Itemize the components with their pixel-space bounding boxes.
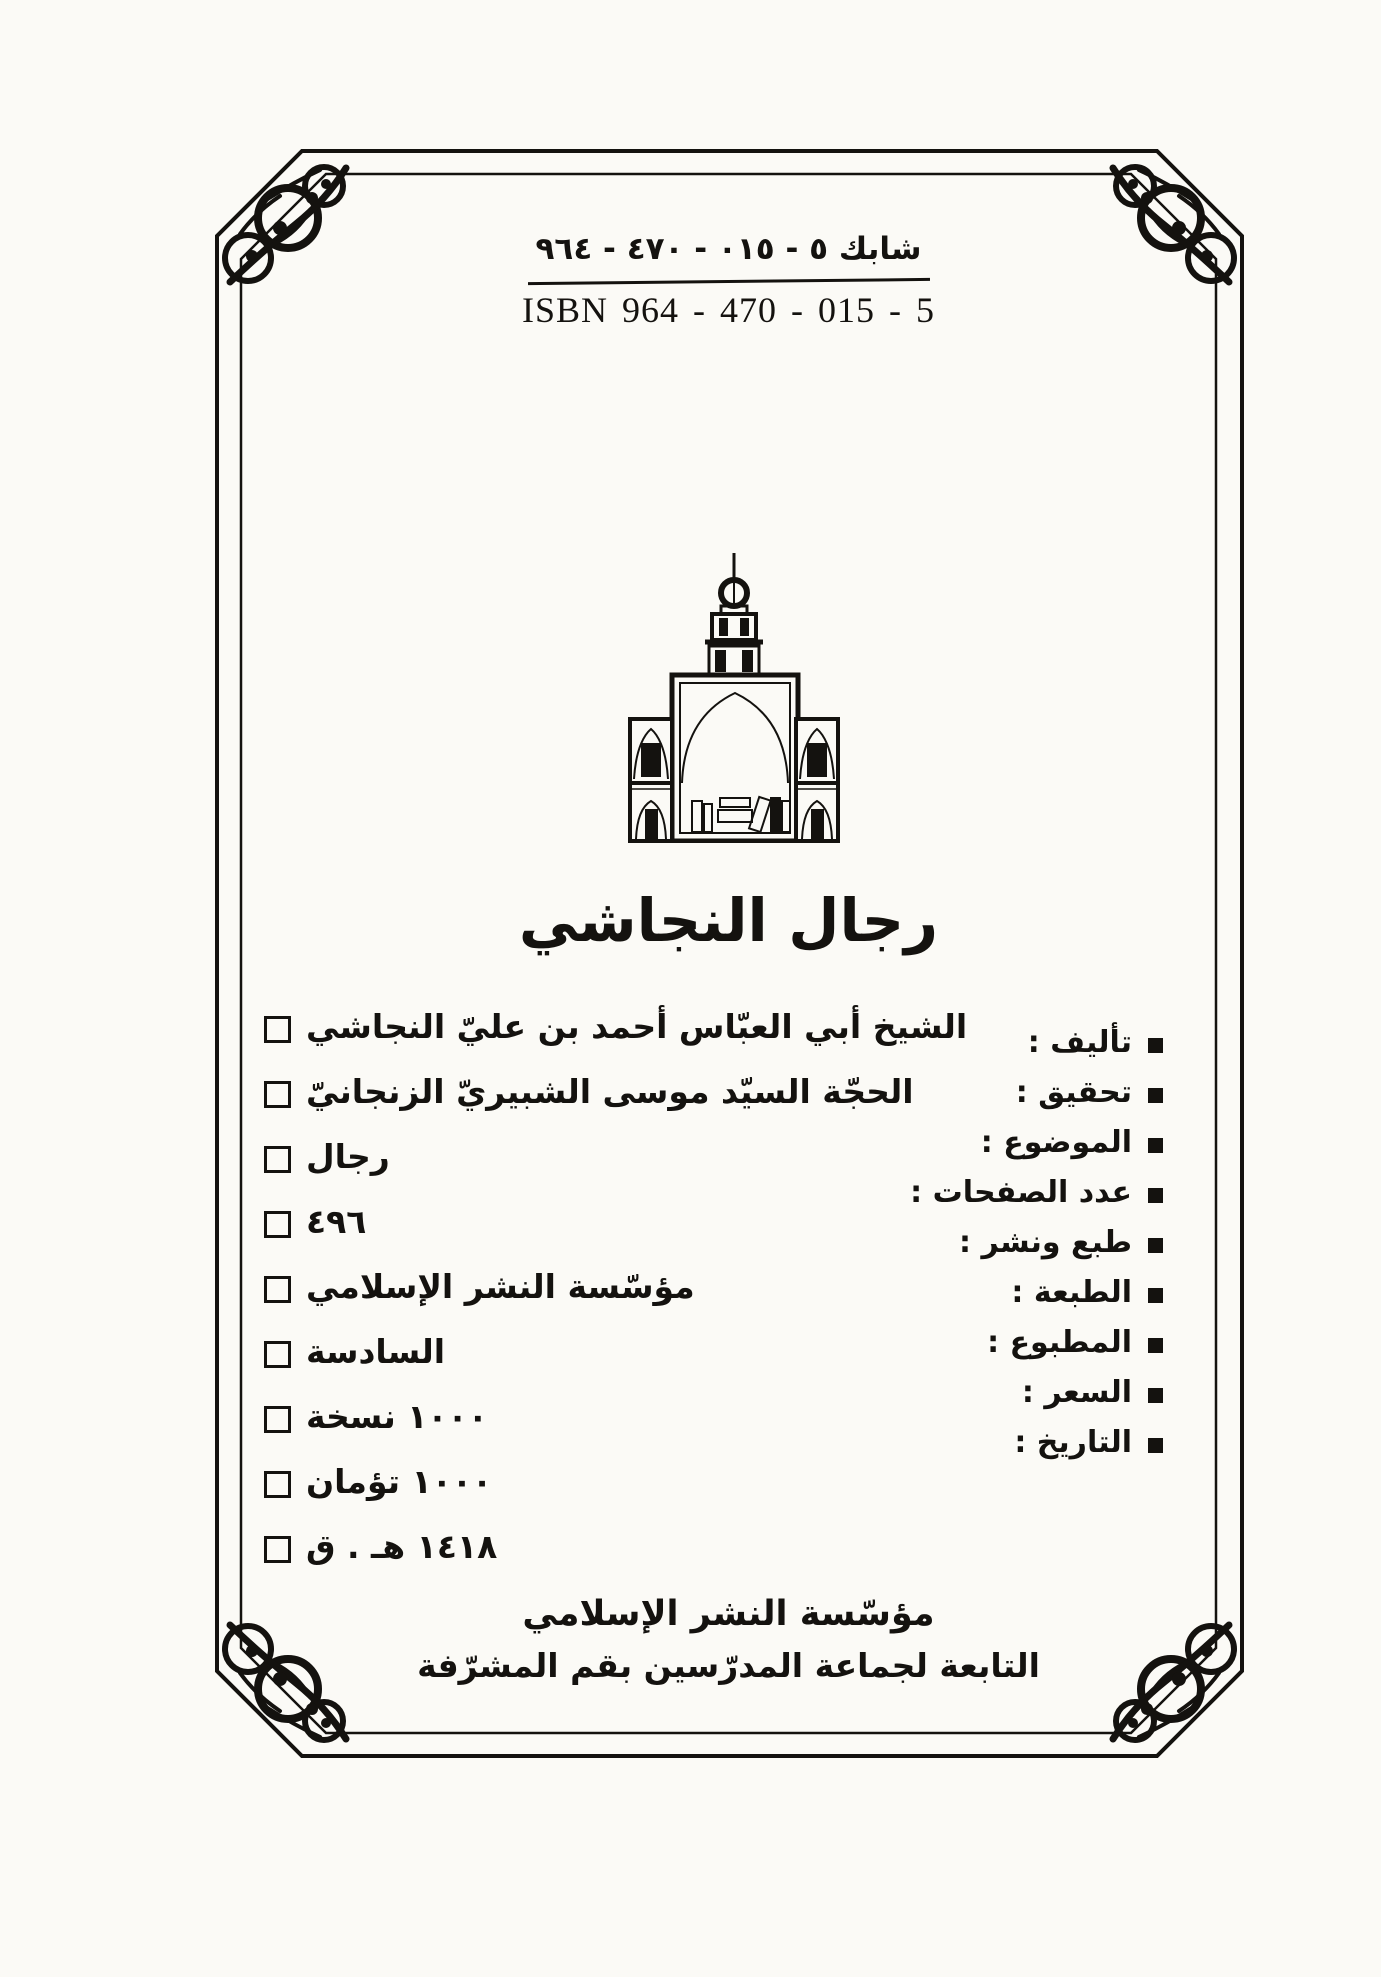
field-value: ٤٩٦ [306,1202,367,1241]
open-square-marker [264,1536,291,1563]
detail-label-row-date [1014,1418,1163,1468]
field-label: عدد الصفحات : [910,1175,1132,1210]
field-value: ١٠٠٠ نسخة [306,1397,488,1436]
field-value: الحجّة السيّد موسى الشبيريّ الزنجانيّ [306,1072,914,1111]
filled-square-bullet-icon [1148,1388,1163,1403]
detail-value-row-edition [264,1319,967,1384]
publisher-affiliation: التابعة لجماعة المدرّسين بقم المشرّفة [417,1646,1040,1685]
detail-label-row-edition [1011,1268,1163,1318]
publisher-footer [241,1594,1216,1685]
field-value: السادسة [306,1332,446,1371]
detail-value-row-price [264,1449,967,1514]
field-label: التاريخ : [1014,1425,1132,1460]
mosque-emblem-icon [624,551,844,843]
arabic-isbn-line: شابك ٥ - ٠١٥ - ٤٧٠ - ٩٦٤ [535,231,922,267]
open-square-marker [264,1211,291,1238]
detail-value-row-editor [264,1059,967,1124]
filled-square-bullet-icon [1148,1288,1163,1303]
details-labels-column [910,1018,1163,1468]
filled-square-bullet-icon [1148,1188,1163,1203]
detail-label-row-printrun [987,1318,1163,1368]
filled-square-bullet-icon [1148,1088,1163,1103]
field-label: الطبعة : [1011,1275,1132,1310]
filled-square-bullet-icon [1148,1138,1163,1153]
filled-square-bullet-icon [1148,1338,1163,1353]
page-title: رجال النجاشي [518,886,939,955]
open-square-marker [264,1016,291,1043]
open-square-marker [264,1341,291,1368]
field-label: المطبوع : [987,1325,1132,1360]
field-value: الشيخ أبي العبّاس أحمد بن عليّ النجاشي [306,1007,968,1046]
detail-label-row-subject [981,1118,1163,1168]
filled-square-bullet-icon [1148,1438,1163,1453]
field-label: السعر : [1021,1375,1132,1410]
detail-value-row-pages [264,1189,967,1254]
publisher-name: مؤسّسة النشر الإسلامي [522,1594,935,1634]
detail-label-row-editor [1016,1068,1163,1118]
field-value: ١٤١٨ هـ . ق [306,1527,498,1566]
field-value: رجال [306,1137,390,1176]
open-square-marker [264,1471,291,1498]
field-label: تحقيق : [1015,1075,1132,1110]
filled-square-bullet-icon [1148,1038,1163,1053]
field-label: الموضوع : [980,1125,1132,1160]
detail-label-row-publisher [959,1218,1163,1268]
detail-value-row-author [264,994,967,1059]
isbn-divider-rule [527,278,929,285]
detail-value-row-date [264,1514,967,1579]
open-square-marker [264,1406,291,1433]
latin-isbn-line: ISBN 964 - 470 - 015 - 5 [522,290,935,331]
field-value: مؤسّسة النشر الإسلامي [306,1267,695,1306]
detail-value-row-printrun [264,1384,967,1449]
open-square-marker [264,1146,291,1173]
open-square-marker [264,1081,291,1108]
field-label: تأليف : [1027,1025,1132,1060]
detail-value-row-subject [264,1124,967,1189]
detail-value-row-publisher [264,1254,967,1319]
details-values-column [264,994,967,1579]
field-value: ١٠٠٠ تؤمان [306,1462,493,1501]
detail-label-row-price [1022,1368,1163,1418]
detail-label-row-author [1028,1018,1163,1068]
isbn-block [241,228,1216,331]
field-label: طبع ونشر : [959,1225,1132,1260]
filled-square-bullet-icon [1148,1238,1163,1253]
open-square-marker [264,1276,291,1303]
detail-label-row-pages [910,1168,1163,1218]
